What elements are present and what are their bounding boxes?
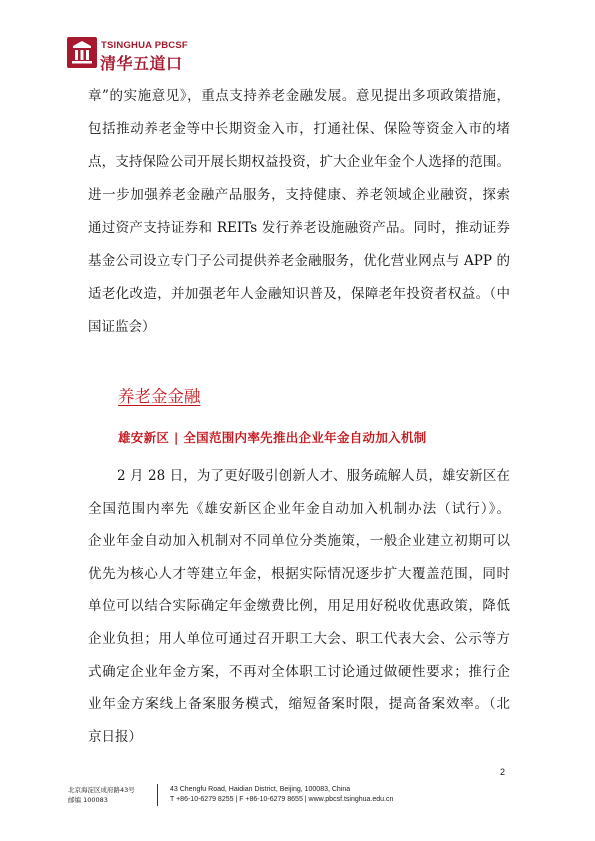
paragraph-line: 通过资产支持证券和 REITs 发行养老设施融资产品。同时，推动证券 — [88, 220, 510, 236]
logo-english-text: TSINGHUA PBCSF — [101, 40, 188, 51]
footer-contact-line: T +86-10-6279 8255 | F +86-10-6279 8655 | www.pbcsf.tsinghua.edu.cn — [170, 796, 394, 803]
section-heading: 养老金金融 — [118, 387, 201, 406]
footer-postcode-line: 邮编 100083 — [68, 796, 108, 804]
paragraph-line: 章”的实施意见》，重点支持养老金融发展。意见提出多项政策措施， — [88, 88, 510, 104]
paragraph-line: 包括推动养老金等中长期资金入市，打通社保、保险等资金入市的堵 — [88, 121, 510, 137]
paragraph-line: 京日报） — [88, 728, 142, 745]
news-headline: 雄安新区 | 全国范围内率先推出企业年金自动加入机制 — [118, 430, 427, 445]
footer-address-en — [170, 785, 393, 805]
footer-divider — [157, 784, 158, 806]
paragraph-line: 企业年金自动加入机制对不同单位分类施策，一般企业建立初期可以 — [88, 533, 510, 550]
paragraph-line: 点，支持保险公司开展长期权益投资，扩大企业年金个人选择的范围。 — [88, 154, 510, 170]
paragraph-line: 全国范围内率先《雄安新区企业年金自动加入机制办法（试行）》。 — [88, 500, 510, 517]
pbcsf-emblem-icon — [67, 37, 97, 68]
paragraph-line: 适老化改造，并加强老年人金融知识普及，保障老年投资者权益。（中 — [88, 286, 510, 302]
logo-chinese-text: 清华五道口 — [100, 54, 183, 73]
paragraph-line: 进一步加强养老金融产品服务，支持健康、养老领域企业融资，探索 — [88, 187, 510, 203]
paragraph-line: 国证监会） — [88, 319, 156, 335]
footer-address-line: 43 Chengfu Road, Haidian District, Beijing, 100083, China — [170, 786, 351, 793]
paragraph-line: 业年金方案线上备案服务模式，缩短备案时限，提高备案效率。（北 — [88, 696, 510, 713]
footer-address-line: 北京海淀区成府路43号 — [68, 786, 135, 794]
paragraph-line: 基金公司设立专门子公司提供养老金融服务，优化营业网点与 APP 的 — [88, 253, 510, 269]
paragraph-2 — [88, 460, 510, 753]
paragraph-line: 2 月 28 日，为了更好吸引创新人才、服务疏解人员，雄安新区在 — [117, 468, 510, 484]
footer-address-cn — [68, 785, 135, 805]
paragraph-line: 单位可以结合实际确定年金缴费比例，用足用好税收优惠政策，降低 — [88, 598, 510, 615]
page-number: 2 — [500, 767, 506, 777]
paragraph-line: 式确定企业年金方案，不再对全体职工讨论通过做硬性要求；推行企 — [88, 663, 510, 680]
paragraph-line: 企业负担；用人单位可通过召开职工大会、职工代表大会、公示等方 — [88, 630, 510, 647]
logo — [67, 36, 187, 72]
paragraph-1 — [88, 80, 510, 344]
paragraph-line: 优先为核心人才等建立年金，根据实际情况逐步扩大覆盖范围，同时 — [88, 565, 510, 582]
